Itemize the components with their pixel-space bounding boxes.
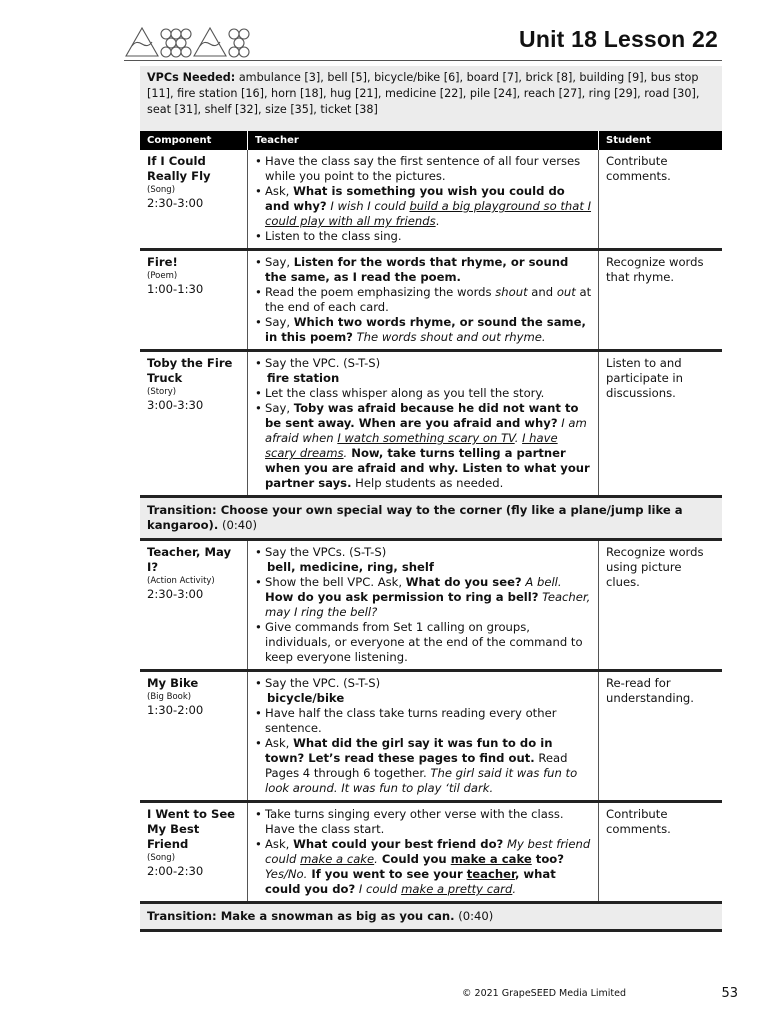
teacher-cell xyxy=(248,671,599,802)
vpcs-label: VPCs Needed: xyxy=(147,71,236,84)
table-row xyxy=(140,802,722,903)
step-text: Have half the class take turns reading every other sentence. xyxy=(265,706,557,735)
vpcs-list: ambulance [3], bell [5], bicycle/bike [6], board [7], brick [8], building [9], bus stop [11], fire station [16], horn [18], hug [21], medicine [22], pile [24], reach [27], ring [29], road [30], seat [31], shelf [32], size [35], ticket [38] xyxy=(147,71,700,116)
step-text: The girl said it was fun to look around. It was fun to play ‘til dark. xyxy=(265,766,578,795)
step-text: What is something you wish you could do and why? xyxy=(265,184,565,213)
step-text: Take turns singing every other verse with the class. Have the class start. xyxy=(265,807,564,836)
student-cell: Recognize words that rhyme. xyxy=(599,250,723,351)
step-text: Yes/No. xyxy=(265,867,308,881)
component-time: 1:00-1:30 xyxy=(147,282,204,296)
teacher-step xyxy=(255,676,592,706)
step-text: My best friend could xyxy=(265,837,591,866)
step-text: . xyxy=(374,852,378,866)
step-text: Listen for the words that rhyme, or sound the same, as I read the poem. xyxy=(265,255,569,284)
teacher-cell xyxy=(248,540,599,671)
step-text: Read the poem emphasizing the words xyxy=(265,285,496,299)
teacher-step xyxy=(255,154,592,184)
page-number: 53 xyxy=(721,986,738,1001)
component-type: (Action Activity) xyxy=(147,576,215,586)
student-cell: Re-read for understanding. xyxy=(599,671,723,802)
component-type: (Poem) xyxy=(147,271,178,281)
step-text: I could xyxy=(355,882,402,896)
component-cell xyxy=(140,671,248,802)
teacher-step xyxy=(255,386,592,401)
vpc-word: bicycle/bike xyxy=(267,691,345,705)
step-text: make a pretty card xyxy=(401,882,513,896)
teacher-step xyxy=(255,620,592,665)
header-rule xyxy=(124,60,722,61)
step-text: Say, xyxy=(265,315,294,329)
teacher-cell xyxy=(248,150,599,250)
teacher-step xyxy=(255,184,592,229)
teacher-steps xyxy=(255,356,592,491)
step-text: Listen to the class sing. xyxy=(265,229,402,243)
table-row xyxy=(140,150,722,250)
component-name: Toby the Fire Truck xyxy=(147,356,233,385)
step-text: too? xyxy=(531,852,564,866)
step-text: What did the girl say it was fun to do in town? Let’s read these pages to find out. xyxy=(265,736,553,765)
student-cell: Listen to and participate in discussions. xyxy=(599,351,723,497)
table-header-row xyxy=(140,131,722,150)
step-text: Say, xyxy=(265,401,294,415)
teacher-step xyxy=(255,255,592,285)
step-text: Teacher, may I ring the bell? xyxy=(265,590,591,619)
step-text: . xyxy=(435,214,440,228)
teacher-steps xyxy=(255,807,592,897)
step-text: teacher xyxy=(466,867,515,881)
transition-text: Transition: Make a snowman as big as you can. xyxy=(147,909,455,923)
step-text: Say the VPCs. (S-T-S) xyxy=(265,545,387,559)
teacher-step xyxy=(255,229,592,244)
component-name: Fire! xyxy=(147,255,178,269)
step-text: at the end of each card. xyxy=(265,285,592,314)
component-name: Teacher, May I? xyxy=(147,545,232,574)
step-text: out xyxy=(556,285,576,299)
teacher-cell xyxy=(248,250,599,351)
step-text: The words shout and out rhyme. xyxy=(352,330,546,344)
teacher-step xyxy=(255,545,592,575)
step-text: shout xyxy=(495,285,528,299)
step-text: make a cake xyxy=(300,852,375,866)
component-time: 2:30-3:00 xyxy=(147,587,204,601)
grapeseed-logo xyxy=(124,22,252,60)
transition-row xyxy=(140,497,722,540)
teacher-step xyxy=(255,807,592,837)
teacher-step xyxy=(255,401,592,491)
step-text: What do you see? xyxy=(405,575,522,589)
step-text: Say, xyxy=(265,255,294,269)
step-text: Could you xyxy=(377,852,451,866)
step-text: Read Pages 4 through 6 together. xyxy=(265,751,568,780)
teacher-step xyxy=(255,285,592,315)
component-type: (Song) xyxy=(147,185,176,195)
step-text: A bell. xyxy=(521,575,562,589)
transition-cell xyxy=(140,903,722,931)
step-text: build a big playground so that I could play with all my friends xyxy=(265,199,592,228)
transition-time: (0:40) xyxy=(221,518,258,532)
step-text: Ask, xyxy=(265,736,294,750)
step-text: I am afraid when xyxy=(265,416,587,445)
component-time: 2:00-2:30 xyxy=(147,864,204,878)
teacher-steps xyxy=(255,676,592,796)
table-row xyxy=(140,250,722,351)
step-text: If you went to see your xyxy=(307,867,467,881)
step-text: Now, take turns telling a partner when you are afraid and why. Listen to what your partner says. xyxy=(265,446,590,490)
step-text: Say the VPC. (S-T-S) xyxy=(265,676,381,690)
component-type: (Big Book) xyxy=(147,692,192,702)
component-time: 1:30-2:00 xyxy=(147,703,204,717)
teacher-step xyxy=(255,736,592,796)
teacher-step xyxy=(255,356,592,386)
step-text: make a cake xyxy=(450,852,532,866)
teacher-step xyxy=(255,706,592,736)
vpcs-needed-box xyxy=(140,66,722,134)
lesson-table xyxy=(140,131,722,932)
teacher-cell xyxy=(248,802,599,903)
step-text: , what could you do? xyxy=(265,867,556,896)
step-text: Say the VPC. (S-T-S) xyxy=(265,356,381,370)
component-name: I Went to See My Best Friend xyxy=(147,807,236,851)
student-cell: Recognize words using picture clues. xyxy=(599,540,723,671)
copyright: © 2021 GrapeSEED Media Limited xyxy=(462,988,627,999)
component-cell xyxy=(140,802,248,903)
step-text: . xyxy=(512,882,516,896)
student-cell: Contribute comments. xyxy=(599,802,723,903)
step-text: and xyxy=(527,285,557,299)
teacher-step xyxy=(255,315,592,345)
step-text: Have the class say the first sentence of all four verses while you point to the pictures. xyxy=(265,154,581,183)
step-text: I watch something scary on TV xyxy=(337,431,515,445)
table-row xyxy=(140,540,722,671)
student-cell: Contribute comments. xyxy=(599,150,723,250)
transition-time: (0:40) xyxy=(458,909,494,923)
step-text: Ask, xyxy=(265,837,294,851)
step-text: . xyxy=(514,431,523,445)
teacher-steps xyxy=(255,545,592,665)
table-row xyxy=(140,671,722,802)
component-cell xyxy=(140,250,248,351)
step-text: Give commands from Set 1 calling on groups, individuals, or everyone at the end of the command to keep everyone listening. xyxy=(265,620,583,664)
header-student: Student xyxy=(599,131,723,150)
step-text: What could your best friend do? xyxy=(293,837,504,851)
component-name: My Bike xyxy=(147,676,199,690)
step-text: Help students as needed. xyxy=(351,476,504,490)
teacher-steps xyxy=(255,154,592,244)
step-text: Which two words rhyme, or sound the same, in this poem? xyxy=(265,315,586,344)
component-cell xyxy=(140,150,248,250)
component-cell xyxy=(140,540,248,671)
table-row xyxy=(140,351,722,497)
step-text: Show the bell VPC. Ask, xyxy=(265,575,406,589)
component-type: (Story) xyxy=(147,387,177,397)
step-text: Ask, xyxy=(265,184,294,198)
component-type: (Song) xyxy=(147,853,176,863)
header-component: Component xyxy=(140,131,248,150)
step-text: Let the class whisper along as you tell the story. xyxy=(265,386,545,400)
component-time: 3:00-3:30 xyxy=(147,398,204,412)
step-text: I wish I could xyxy=(326,199,410,213)
transition-cell xyxy=(140,497,722,540)
component-cell xyxy=(140,351,248,497)
transition-text: Transition: Choose your own special way to the corner (fly like a plane/jump like a kangaroo). xyxy=(147,503,683,532)
step-text: I have scary dreams xyxy=(265,431,558,460)
teacher-cell xyxy=(248,351,599,497)
page-title: Unit 18 Lesson 22 xyxy=(519,26,718,52)
teacher-steps xyxy=(255,255,592,345)
header-teacher: Teacher xyxy=(248,131,599,150)
vpc-word: bell, medicine, ring, shelf xyxy=(267,560,434,574)
component-name: If I Could Really Fly xyxy=(147,154,211,183)
step-text: How do you ask permission to ring a bell? xyxy=(265,590,539,604)
step-text: Toby was afraid because he did not want to be sent away. When are you afraid and why? xyxy=(265,401,579,430)
vpc-word: fire station xyxy=(267,371,340,385)
step-text: . xyxy=(343,446,348,460)
transition-row xyxy=(140,903,722,931)
teacher-step xyxy=(255,837,592,897)
component-time: 2:30-3:00 xyxy=(147,196,204,210)
teacher-step xyxy=(255,575,592,620)
